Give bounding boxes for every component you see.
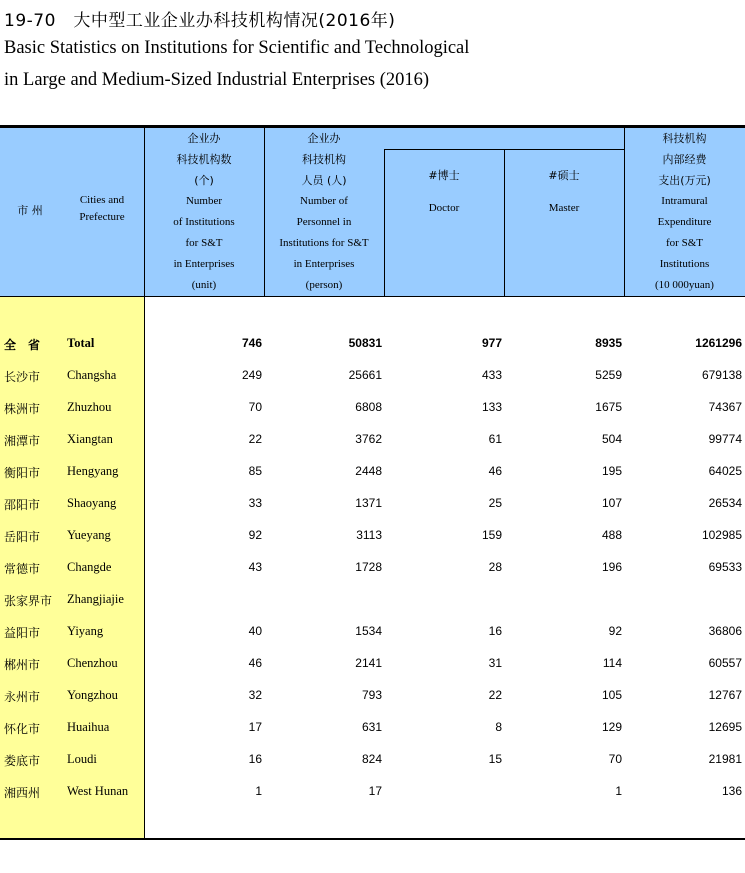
personnel-value: 6808 bbox=[355, 400, 382, 414]
header-institutions: 企业办 科技机构数 (个) Number of Institutions for S&T in Enterprises (unit) bbox=[173, 132, 235, 291]
header-personnel: 企业办 科技机构 人员 (人) Number of Personnel in Institutions for S&T in Enterprises (person) bbox=[279, 132, 369, 291]
header-master: #硕士 Master bbox=[548, 169, 580, 214]
row-label-en: Chenzhou bbox=[67, 656, 118, 670]
institutions-value: 92 bbox=[248, 528, 262, 542]
personnel-value: 2141 bbox=[355, 656, 382, 670]
personnel-value: 3762 bbox=[355, 432, 382, 446]
row-label-cn: 湘潭市 bbox=[4, 434, 41, 448]
master-value: 5259 bbox=[595, 368, 622, 382]
row-label-en: Changde bbox=[67, 560, 112, 574]
row-label-en: Loudi bbox=[67, 752, 97, 766]
table-row bbox=[0, 776, 745, 808]
expenditure-value: 21981 bbox=[708, 752, 742, 766]
row-label-en: Yueyang bbox=[67, 528, 111, 542]
doctor-value: 22 bbox=[488, 688, 502, 702]
row-label-en: Zhuzhou bbox=[67, 400, 112, 414]
personnel-value: 3113 bbox=[356, 528, 382, 542]
header-city-en: Cities and Prefecture bbox=[79, 194, 125, 223]
institutions-value: 85 bbox=[248, 464, 262, 478]
table-row bbox=[0, 392, 745, 424]
doctor-value: 16 bbox=[488, 624, 502, 638]
row-label-cn: 怀化市 bbox=[4, 722, 41, 736]
subheader-rule bbox=[384, 149, 625, 150]
doctor-value: 159 bbox=[481, 528, 502, 542]
institutions-value: 22 bbox=[248, 432, 262, 446]
table-title-chinese: 19-70 大中型工业企业办科技机构情况(2016年) bbox=[4, 11, 396, 31]
master-value: 129 bbox=[601, 720, 622, 734]
row-label-cn: 株洲市 bbox=[4, 402, 41, 416]
header-city-cn: 市 州 bbox=[17, 204, 43, 217]
expenditure-value: 36806 bbox=[708, 624, 742, 638]
doctor-value: 31 bbox=[488, 656, 502, 670]
expenditure-value: 26534 bbox=[708, 496, 742, 510]
doctor-value: 977 bbox=[481, 336, 502, 350]
row-label-en: Total bbox=[67, 336, 95, 350]
doctor-value: 433 bbox=[481, 368, 502, 382]
expenditure-value: 69533 bbox=[708, 560, 742, 574]
table-row bbox=[0, 424, 745, 456]
expenditure-value: 64025 bbox=[708, 464, 742, 478]
table-row bbox=[0, 456, 745, 488]
doctor-value: 28 bbox=[488, 560, 502, 574]
table-row bbox=[0, 488, 745, 520]
personnel-value: 17 bbox=[368, 784, 382, 798]
table-row bbox=[0, 520, 745, 552]
master-value: 488 bbox=[601, 528, 622, 542]
personnel-value: 50831 bbox=[348, 336, 382, 350]
row-label-en: West Hunan bbox=[67, 784, 129, 798]
master-value: 107 bbox=[601, 496, 622, 510]
table-title-english-line2: in Large and Medium-Sized Industrial Enterprises (2016) bbox=[4, 70, 430, 90]
institutions-value: 746 bbox=[241, 336, 262, 350]
personnel-value: 824 bbox=[361, 752, 382, 766]
master-value: 196 bbox=[601, 560, 622, 574]
institutions-value: 70 bbox=[248, 400, 262, 414]
doctor-value: 25 bbox=[488, 496, 502, 510]
table-row bbox=[0, 648, 745, 680]
institutions-value: 1 bbox=[255, 784, 262, 798]
row-label-cn: 张家界市 bbox=[4, 594, 53, 608]
master-value: 105 bbox=[601, 688, 622, 702]
doctor-value: 8 bbox=[495, 720, 502, 734]
row-label-en: Yongzhou bbox=[67, 688, 118, 702]
row-label-cn: 全 省 bbox=[4, 338, 41, 352]
personnel-value: 793 bbox=[361, 688, 382, 702]
row-label-cn: 湘西州 bbox=[4, 786, 41, 800]
personnel-value: 631 bbox=[361, 720, 382, 734]
row-label-cn: 郴州市 bbox=[4, 658, 41, 672]
row-label-en: Huaihua bbox=[67, 720, 110, 734]
institutions-value: 43 bbox=[248, 560, 262, 574]
master-value: 1675 bbox=[595, 400, 622, 414]
row-label-cn: 益阳市 bbox=[4, 626, 41, 640]
table-row bbox=[0, 552, 745, 584]
personnel-value: 1534 bbox=[355, 624, 382, 638]
institutions-value: 40 bbox=[248, 624, 262, 638]
row-label-cn: 永州市 bbox=[4, 690, 41, 704]
table-title-english-line1: Basic Statistics on Institutions for Scientific and Technological bbox=[4, 38, 470, 58]
table-row bbox=[0, 616, 745, 648]
expenditure-value: 102985 bbox=[701, 528, 742, 542]
doctor-value: 46 bbox=[488, 464, 502, 478]
master-value: 504 bbox=[601, 432, 622, 446]
expenditure-value: 99774 bbox=[708, 432, 742, 446]
row-label-cn: 岳阳市 bbox=[4, 530, 41, 544]
expenditure-value: 60557 bbox=[708, 656, 742, 670]
row-label-en: Changsha bbox=[67, 368, 117, 382]
table-row bbox=[0, 360, 745, 392]
row-label-cn: 邵阳市 bbox=[4, 498, 41, 512]
expenditure-value: 12767 bbox=[708, 688, 742, 702]
expenditure-value: 12695 bbox=[708, 720, 742, 734]
master-value: 1 bbox=[615, 784, 622, 798]
expenditure-value: 679138 bbox=[701, 368, 742, 382]
expenditure-value: 136 bbox=[721, 784, 742, 798]
row-label-cn: 娄底市 bbox=[4, 754, 41, 768]
table-row bbox=[0, 584, 745, 616]
row-label-en: Hengyang bbox=[67, 464, 119, 478]
table-row bbox=[0, 712, 745, 744]
row-label-cn: 长沙市 bbox=[4, 370, 41, 384]
header-bottom-rule bbox=[0, 296, 745, 297]
master-value: 92 bbox=[608, 624, 622, 638]
master-value: 70 bbox=[608, 752, 622, 766]
row-label-en: Xiangtan bbox=[67, 432, 113, 446]
row-label-cn: 衡阳市 bbox=[4, 466, 41, 480]
institutions-value: 32 bbox=[248, 688, 262, 702]
institutions-value: 16 bbox=[248, 752, 262, 766]
institutions-value: 249 bbox=[241, 368, 262, 382]
table-bottom-rule bbox=[0, 838, 745, 840]
table-row bbox=[0, 744, 745, 776]
personnel-value: 1728 bbox=[355, 560, 382, 574]
institutions-value: 33 bbox=[248, 496, 262, 510]
doctor-value: 133 bbox=[481, 400, 502, 414]
institutions-value: 46 bbox=[248, 656, 262, 670]
master-value: 195 bbox=[601, 464, 622, 478]
header-expenditure: 科技机构 内部经费 支出(万元) Intramural Expenditure for S&T Institutions (10 000yuan) bbox=[655, 132, 714, 291]
table-row bbox=[0, 680, 745, 712]
row-label-en: Zhangjiajie bbox=[67, 592, 124, 606]
personnel-value: 25661 bbox=[348, 368, 382, 382]
doctor-value: 61 bbox=[488, 432, 502, 446]
header-doctor: #博士 Doctor bbox=[428, 169, 460, 214]
expenditure-value: 74367 bbox=[708, 400, 742, 414]
doctor-value: 15 bbox=[488, 752, 502, 766]
table-row-total bbox=[0, 328, 745, 360]
expenditure-value: 1261296 bbox=[695, 336, 742, 350]
row-label-cn: 常德市 bbox=[4, 562, 41, 576]
personnel-value: 1371 bbox=[355, 496, 382, 510]
master-value: 8935 bbox=[595, 336, 622, 350]
institutions-value: 17 bbox=[248, 720, 262, 734]
master-value: 114 bbox=[602, 656, 622, 670]
personnel-value: 2448 bbox=[355, 464, 382, 478]
row-label-en: Shaoyang bbox=[67, 496, 117, 510]
row-label-en: Yiyang bbox=[67, 624, 104, 638]
